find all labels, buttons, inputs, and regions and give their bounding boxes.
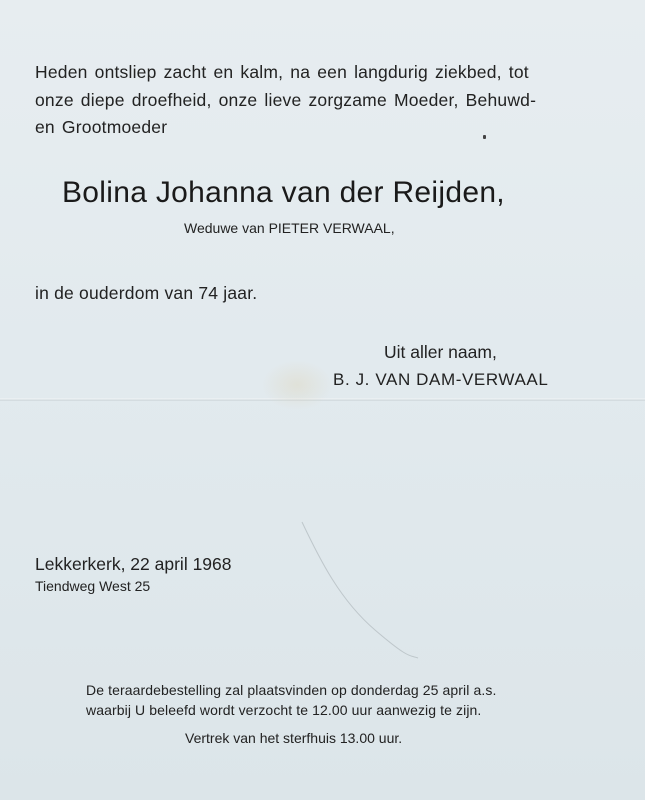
widow-of: Weduwe van PIETER VERWAAL,	[184, 220, 395, 236]
signer-name: B. J. VAN DAM-VERWAAL	[333, 370, 549, 389]
intro-line-1: Heden ontsliep zacht en kalm, na een langdurig ziekbed, tot	[35, 62, 529, 82]
paper-stain	[262, 360, 332, 410]
departure-line: Vertrek van het sterfhuis 13.00 uur.	[185, 730, 403, 746]
ink-speck	[483, 135, 486, 139]
funeral-line-1: De teraardebestelling zal plaatsvinden op donderdag 25 april a.s.	[86, 682, 497, 698]
intro-line-3: en Grootmoeder	[35, 117, 168, 137]
intro-line-2: onze diepe droefheid, onze lieve zorgzame Moeder, Behuwd-	[35, 90, 537, 110]
paper-crease	[300, 520, 420, 660]
signature-intro: Uit aller naam,	[384, 342, 497, 362]
funeral-line-2: waarbij U beleefd wordt verzocht te 12.00 uur aanwezig te zijn.	[86, 702, 482, 718]
place-date: Lekkerkerk, 22 april 1968	[35, 554, 232, 574]
deceased-name: Bolina Johanna van der Reijden,	[62, 176, 505, 209]
age-line: in de ouderdom van 74 jaar.	[35, 283, 258, 303]
address: Tiendweg West 25	[35, 578, 151, 594]
